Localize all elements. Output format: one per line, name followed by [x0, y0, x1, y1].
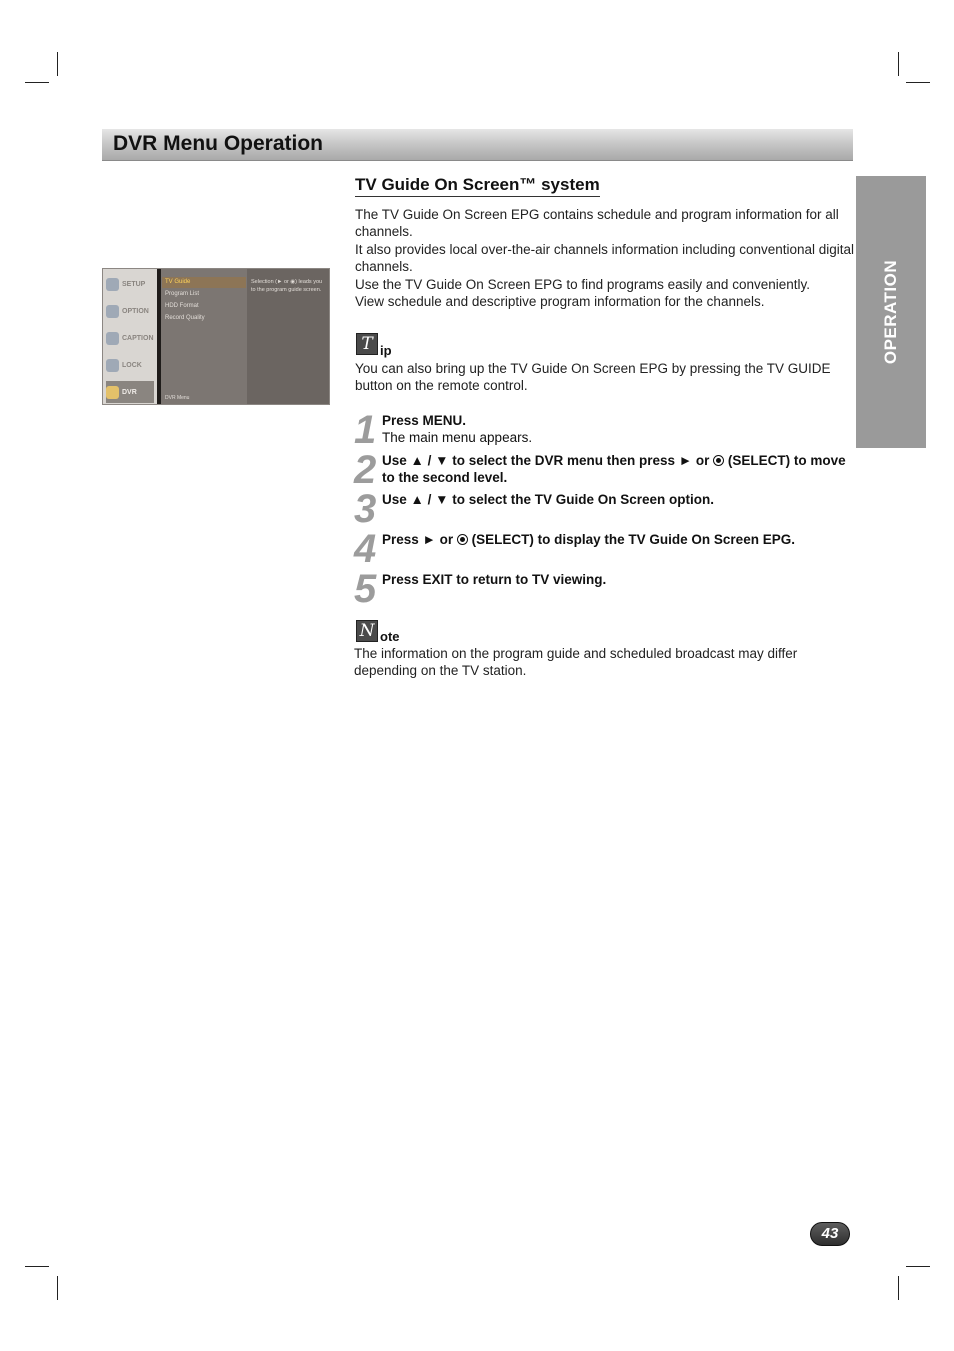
intro-paragraph: View schedule and descriptive program information for the channels.: [355, 294, 765, 310]
note-icon: N: [356, 620, 378, 642]
tip-heading: ip: [380, 343, 392, 358]
page-title: DVR Menu Operation: [113, 132, 324, 155]
tip-body: You can also bring up the TV Guide On Screen EPG by pressing the TV GUIDE button on the remote control.: [355, 361, 831, 394]
osd-menu-item-option: OPTION: [106, 300, 154, 322]
header-bar: [102, 129, 853, 161]
step-result: The main menu appears.: [382, 430, 533, 446]
crop-mark: [898, 52, 899, 76]
osd-menu-screenshot: [102, 268, 330, 405]
section-tab: [856, 176, 926, 448]
osd-submenu-column: [161, 269, 247, 405]
note-heading: ote: [380, 629, 400, 644]
intro-paragraph: The TV Guide On Screen EPG contains schedule and program information for all channels.: [355, 207, 839, 240]
osd-menu-item-caption: CAPTION: [106, 327, 154, 349]
crop-mark: [25, 1266, 49, 1267]
step-instruction: Press MENU.: [382, 413, 467, 428]
osd-menu-item-setup: SETUP: [106, 273, 154, 295]
crop-mark: [906, 82, 930, 83]
step-3: [382, 491, 852, 508]
step-number: 4: [354, 527, 375, 571]
caption-icon: [106, 332, 119, 345]
intro-paragraph: Use the TV Guide On Screen EPG to find programs easily and conveniently.: [355, 276, 810, 292]
step-instruction: Use ▲ / ▼ to select the DVR menu then press ► or: [382, 453, 714, 468]
osd-submenu-item: Record Quality: [165, 315, 205, 321]
page-number: 43: [810, 1222, 850, 1246]
osd-footer: DVR Menu: [165, 395, 190, 401]
step-2: [382, 452, 852, 487]
step-instruction-cont: (SELECT) to display the TV Guide On Screen EPG.: [467, 532, 795, 547]
select-button-icon: [713, 455, 724, 466]
step-instruction: Press EXIT to return to TV viewing.: [382, 572, 607, 587]
step-number: 5: [354, 567, 375, 611]
osd-submenu-item: TV Guide: [165, 279, 191, 285]
step-number: 1: [354, 408, 375, 452]
crop-mark: [898, 1276, 899, 1300]
step-1: [382, 412, 852, 447]
osd-menu-item-lock: LOCK: [106, 354, 154, 376]
osd-submenu-item: Program List: [165, 291, 200, 297]
option-icon: [106, 305, 119, 318]
intro-paragraph: It also provides local over-the-air channels information including conventional digital channels.: [355, 241, 855, 275]
dvr-icon: [106, 386, 119, 399]
step-instruction: Press ► or: [382, 532, 457, 547]
osd-submenu-item: HDD Format: [165, 303, 199, 309]
section-title: TV Guide On Screen™ system: [355, 175, 600, 197]
note-body: The information on the program guide and scheduled broadcast may differ depending on the TV station.: [354, 646, 798, 679]
osd-menu-item-dvr: DVR: [106, 381, 154, 403]
section-tab-label: OPERATION: [881, 259, 900, 365]
tip-icon: T: [356, 333, 378, 355]
select-button-icon: [457, 534, 468, 545]
intro-text: [355, 206, 855, 310]
step-number: 2: [354, 448, 375, 492]
step-number: 3: [354, 487, 375, 531]
step-instruction-cont: (SELECT) to move to the second level.: [382, 453, 846, 486]
crop-mark: [57, 1276, 58, 1300]
crop-mark: [906, 1266, 930, 1267]
step-instruction: Use ▲ / ▼ to select the TV Guide On Screen option.: [382, 492, 715, 507]
crop-mark: [25, 82, 49, 83]
step-5: [382, 571, 852, 588]
osd-help-text: Selection (► or ◉) leads you to the program guide screen.: [251, 279, 323, 293]
crop-mark: [57, 52, 58, 76]
lock-icon: [106, 359, 119, 372]
step-4: [382, 531, 852, 548]
setup-icon: [106, 278, 119, 291]
